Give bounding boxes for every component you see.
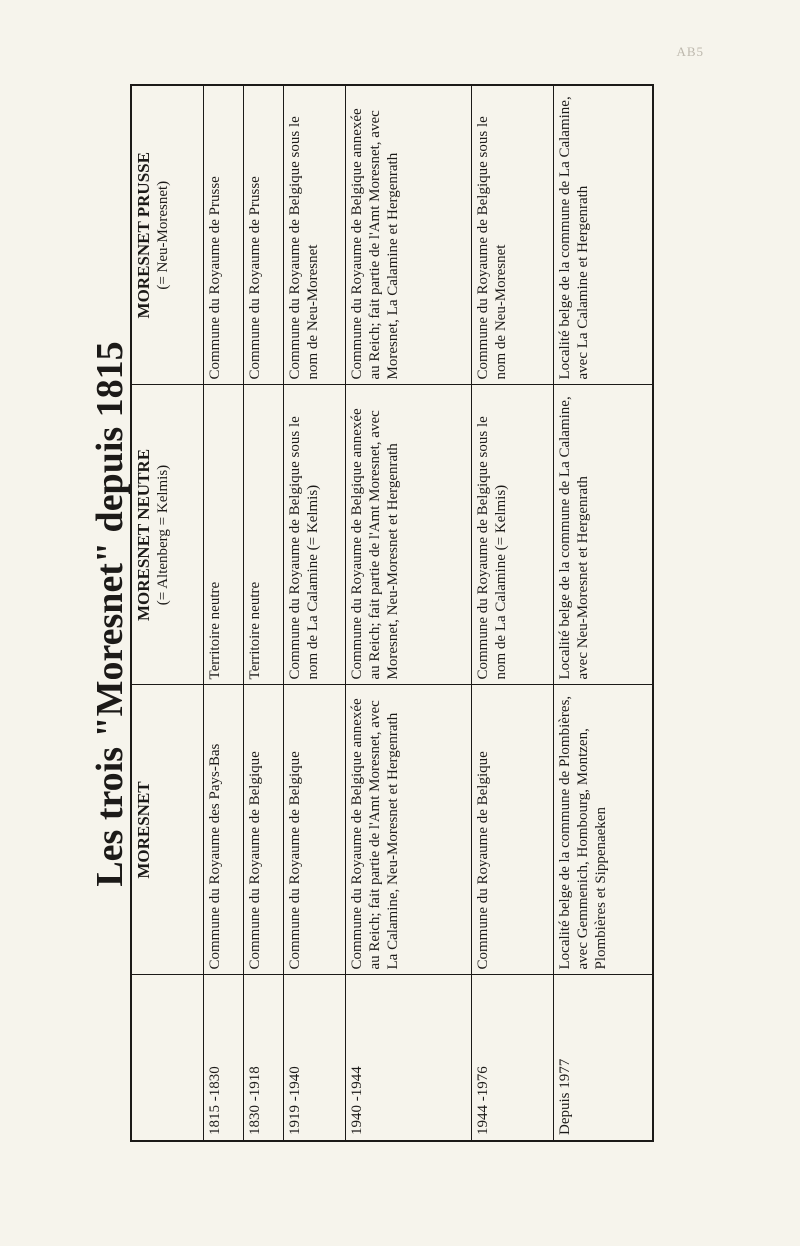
period-cell: 1815 -1830	[203, 975, 243, 1141]
moresnet-cell: Localité belge de la commune de Plombières, avec Gemmenich, Hombourg, Montzen, Plombières et Sippenaeken	[553, 685, 653, 975]
moresnet-cell: Commune du Royaume de Belgique annexée au Reich; fait partie de l'Amt Moresnet, avec La Calamine, Neu-Moresnet et Hergenrath	[345, 685, 471, 975]
period-cell: 1944 -1976	[471, 975, 553, 1141]
neutre-cell: Localité belge de la commune de La Calamine, avec Neu-Moresnet et Hergenrath	[553, 385, 653, 685]
header-moresnet	[131, 685, 203, 975]
prusse-cell: Commune du Royaume de Prusse	[203, 85, 243, 385]
header-moresnet-label: MORESNET	[134, 781, 153, 879]
moresnet-cell: Commune du Royaume des Pays-Bas	[203, 685, 243, 975]
prusse-cell: Commune du Royaume de Belgique annexée au Reich; fait partie de l'Amt Moresnet, avec Moresnet, La Calamine et Hergenrath	[345, 85, 471, 385]
table-row	[283, 85, 345, 1141]
header-neutre-label: MORESNET NEUTRE	[134, 448, 153, 622]
header-neutre	[131, 385, 203, 685]
header-prusse-label: MORESNET PRUSSE	[134, 152, 153, 319]
moresnet-cell: Commune du Royaume de Belgique	[243, 685, 283, 975]
period-cell: 1830 -1918	[243, 975, 283, 1141]
page-number: AB5	[676, 44, 704, 59]
prusse-cell: Commune du Royaume de Belgique sous le nom de Neu-Moresnet	[471, 85, 553, 385]
header-prusse-sub: (= Neu-Moresnet)	[155, 180, 172, 290]
prusse-cell: Localité belge de la commune de La Calamine, avec La Calamine et Hergenrath	[553, 85, 653, 385]
table-row	[203, 85, 243, 1141]
period-cell: Depuis 1977	[553, 975, 653, 1141]
moresnet-table	[130, 84, 654, 1142]
neutre-cell: Territoire neutre	[203, 385, 243, 685]
moresnet-cell: Commune du Royaume de Belgique	[283, 685, 345, 975]
table-row	[243, 85, 283, 1141]
header-period	[131, 975, 203, 1141]
header-neutre-sub: (= Altenberg = Kelmis)	[155, 464, 172, 606]
table-header-row	[131, 85, 203, 1141]
header-prusse	[131, 85, 203, 385]
page-title: Les trois "Moresnet" depuis 1815	[89, 341, 131, 887]
neutre-cell: Commune du Royaume de Belgique sous le nom de La Calamine (= Kelmis)	[471, 385, 553, 685]
table-row	[553, 85, 653, 1141]
prusse-cell: Commune du Royaume de Belgique sous le nom de Neu-Moresnet	[283, 85, 345, 385]
table-row	[471, 85, 553, 1141]
period-cell: 1919 -1940	[283, 975, 345, 1141]
prusse-cell: Commune du Royaume de Prusse	[243, 85, 283, 385]
neutre-cell: Territoire neutre	[243, 385, 283, 685]
neutre-cell: Commune du Royaume de Belgique sous le nom de La Calamine (= Kelmis)	[283, 385, 345, 685]
rotated-content	[84, 86, 654, 1142]
period-cell: 1940 -1944	[345, 975, 471, 1141]
table-row	[345, 85, 471, 1141]
neutre-cell: Commune du Royaume de Belgique annexée au Reich; fait partie de l'Amt Moresnet, avec Moresnet, Neu-Moresnet et Hergenrath	[345, 385, 471, 685]
moresnet-cell: Commune du Royaume de Belgique	[471, 685, 553, 975]
